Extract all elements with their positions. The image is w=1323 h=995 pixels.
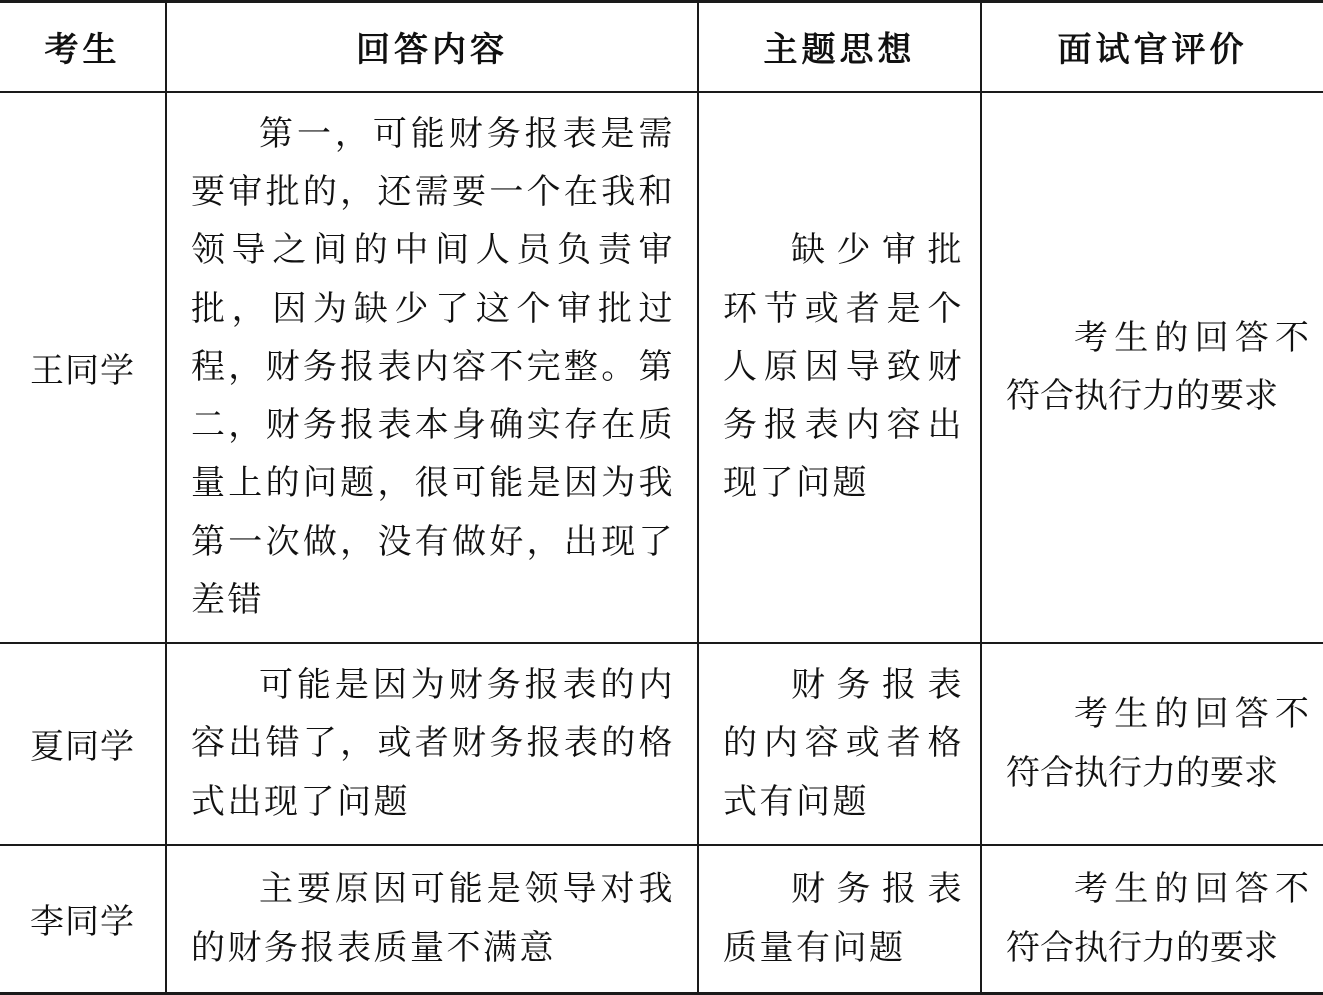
table-header-row — [0, 2, 1323, 92]
answer-cell — [166, 643, 698, 845]
evaluation-text: 考生的回答不符合执行力的要求 — [1006, 317, 1309, 416]
header-candidate: 考生 — [0, 2, 166, 92]
theme-cell — [698, 92, 981, 643]
evaluation-text: 考生的回答不符合执行力的要求 — [1006, 694, 1309, 793]
answer-cell — [166, 92, 698, 643]
theme-text: 缺少审批环节或者是个人原因导致财务报表内容出现了问题 — [723, 230, 964, 504]
evaluation-cell — [981, 92, 1323, 643]
header-theme: 主题思想 — [698, 2, 981, 92]
candidate-name: 王同学 — [0, 92, 166, 643]
evaluation-cell — [981, 643, 1323, 845]
evaluation-cell — [981, 845, 1323, 994]
answer-text: 可能是因为财务报表的内容出错了，或者财务报表的格式出现了问题 — [191, 665, 675, 822]
table-row — [0, 643, 1323, 845]
table-row — [0, 845, 1323, 994]
answer-text: 第一，可能财务报表是需要审批的，还需要一个在我和领导之间的中间人员负责审批，因为缺少了这个审批过程，财务报表内容不完整。第二，财务报表本身确实存在质量上的问题，很可能是因为我第一次做，没有做好，出现了差错 — [191, 113, 675, 621]
header-evaluation: 面试官评价 — [981, 2, 1323, 92]
candidate-name: 夏同学 — [0, 643, 166, 845]
answer-text: 主要原因可能是领导对我的财务报表质量不满意 — [191, 869, 675, 968]
answer-cell — [166, 845, 698, 994]
theme-cell — [698, 845, 981, 994]
theme-text: 财务报表质量有问题 — [723, 869, 964, 968]
table-row — [0, 92, 1323, 643]
candidate-name: 李同学 — [0, 845, 166, 994]
header-answer: 回答内容 — [166, 2, 698, 92]
theme-cell — [698, 643, 981, 845]
theme-text: 财务报表的内容或者格式有问题 — [723, 665, 964, 822]
evaluation-text: 考生的回答不符合执行力的要求 — [1006, 869, 1309, 968]
